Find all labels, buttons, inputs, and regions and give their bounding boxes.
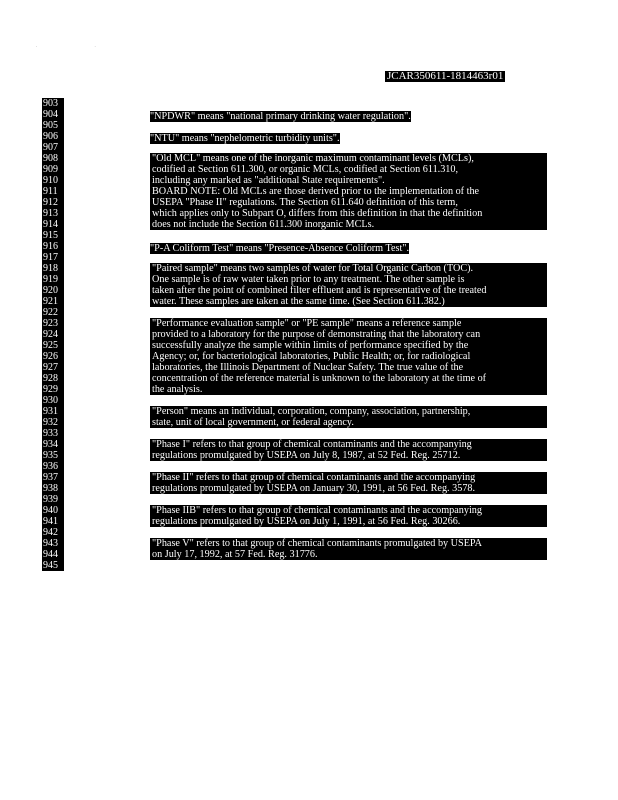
line-number: 907 — [43, 142, 58, 153]
line-number: 903 — [43, 98, 58, 109]
text-line: "Phase IIB" refers to that group of chemical contaminants and the accompanying — [150, 505, 547, 516]
document-body — [150, 98, 550, 571]
text-line: "Phase II" refers to that group of chemical contaminants and the accompanying — [150, 472, 547, 483]
line-number: 941 — [43, 516, 58, 527]
text-line: "Performance evaluation sample" or "PE sample" means a reference sample — [150, 318, 547, 329]
line-number: 923 — [43, 318, 58, 329]
text-line: provided to a laboratory for the purpose of demonstrating that the laboratory can — [150, 329, 547, 340]
line-number: 934 — [43, 439, 58, 450]
line-number: 920 — [43, 285, 58, 296]
definition-phase-v — [150, 538, 547, 560]
text-line: concentration of the reference material is unknown to the laboratory at the time of — [150, 373, 547, 384]
definition-old-mcl — [150, 153, 547, 230]
text-line: the analysis. — [150, 384, 547, 395]
text-line: on July 17, 1992, at 57 Fed. Reg. 31776. — [150, 549, 547, 560]
line-number: 916 — [43, 241, 58, 252]
line-number: 940 — [43, 505, 58, 516]
text-line: successfully analyze the sample within limits of performance specified by the — [150, 340, 547, 351]
line-number: 929 — [43, 384, 58, 395]
text-line: "P-A Coliform Test" means "Presence-Absence Coliform Test". — [150, 243, 410, 254]
line-number: 921 — [43, 296, 58, 307]
definition-ntu — [150, 131, 550, 142]
definition-paired-sample — [150, 263, 547, 307]
line-number: 942 — [43, 527, 58, 538]
line-number: 945 — [43, 560, 58, 571]
line-number: 931 — [43, 406, 58, 417]
line-number: 930 — [43, 395, 58, 406]
definition-phase-iib — [150, 505, 547, 527]
text-line: "Paired sample" means two samples of water for Total Organic Carbon (TOC). — [150, 263, 547, 274]
line-number: 912 — [43, 197, 58, 208]
line-number: 906 — [43, 131, 58, 142]
text-line: laboratories, the Illinois Department of Nuclear Safety. The true value of the — [150, 362, 547, 373]
text-line: "NTU" means "nephelometric turbidity units". — [150, 133, 340, 144]
line-number: 924 — [43, 329, 58, 340]
text-line: "NPDWR" means "national primary drinking water regulation". — [150, 111, 411, 122]
line-number: 917 — [43, 252, 58, 263]
text-line: "Phase V" refers to that group of chemical contaminants promulgated by USEPA — [150, 538, 547, 549]
line-number: 937 — [43, 472, 58, 483]
line-number: 932 — [43, 417, 58, 428]
text-line: regulations promulgated by USEPA on July 1, 1991, at 56 Fed. Reg. 30266. — [150, 516, 547, 527]
line-number: 905 — [43, 120, 58, 131]
line-number: 904 — [43, 109, 58, 120]
text-line: regulations promulgated by USEPA on January 30, 1991, at 56 Fed. Reg. 3578. — [150, 483, 547, 494]
definition-person — [150, 406, 547, 428]
text-line: "Phase I" refers to that group of chemical contaminants and the accompanying — [150, 439, 547, 450]
line-number: 926 — [43, 351, 58, 362]
text-line: including any marked as "additional State requirements". — [150, 175, 547, 186]
line-number: 922 — [43, 307, 58, 318]
definition-phase-i — [150, 439, 547, 461]
line-number: 933 — [43, 428, 58, 439]
definition-phase-ii — [150, 472, 547, 494]
line-number: 910 — [43, 175, 58, 186]
line-number: 918 — [43, 263, 58, 274]
text-line: state, unit of local government, or federal agency. — [150, 417, 547, 428]
line-number: 936 — [43, 461, 58, 472]
line-number: 913 — [43, 208, 58, 219]
line-number: 915 — [43, 230, 58, 241]
line-number: 938 — [43, 483, 58, 494]
definition-performance-evaluation — [150, 318, 547, 395]
line-number: 935 — [43, 450, 58, 461]
line-number-gutter — [42, 98, 64, 571]
line-number: 927 — [43, 362, 58, 373]
line-number: 944 — [43, 549, 58, 560]
text-line: "Old MCL" means one of the inorganic maximum contaminant levels (MCLs), — [150, 153, 547, 164]
text-line: USEPA "Phase II" regulations. The Section 611.640 definition of this term, — [150, 197, 547, 208]
text-line: taken after the point of combined filter effluent and is representative of the treated — [150, 285, 547, 296]
document-id: JCAR350611-1814463r01 — [387, 70, 504, 82]
line-number: 909 — [43, 164, 58, 175]
line-number: 911 — [43, 186, 58, 197]
line-number: 908 — [43, 153, 58, 164]
line-number: 943 — [43, 538, 58, 549]
definition-pa-coliform — [150, 241, 550, 252]
definition-npdwr — [150, 109, 550, 120]
line-number: 925 — [43, 340, 58, 351]
line-number: 919 — [43, 274, 58, 285]
text-line: does not include the Section 611.300 inorganic MCLs. — [150, 219, 547, 230]
text-line: regulations promulgated by USEPA on July 8, 1987, at 52 Fed. Reg. 25712. — [150, 450, 547, 461]
board-note-line: BOARD NOTE: Old MCLs are those derived prior to the implementation of the — [150, 186, 547, 197]
text-line: water. These samples are taken at the same time. (See Section 611.382.) — [150, 296, 547, 307]
text-line: "Person" means an individual, corporation, company, association, partnership, — [150, 406, 547, 417]
line-number: 914 — [43, 219, 58, 230]
text-line: codified at Section 611.300, or organic MCLs, codified at Section 611.310, — [150, 164, 547, 175]
scan-specks: . . — [36, 44, 124, 49]
text-line: One sample is of raw water taken prior to any treatment. The other sample is — [150, 274, 547, 285]
line-number: 928 — [43, 373, 58, 384]
text-line: which applies only to Subpart O, differs from this definition in that the definition — [150, 208, 547, 219]
line-number: 939 — [43, 494, 58, 505]
text-line: Agency; or, for bacteriological laboratories, Public Health; or, for radiological — [150, 351, 547, 362]
